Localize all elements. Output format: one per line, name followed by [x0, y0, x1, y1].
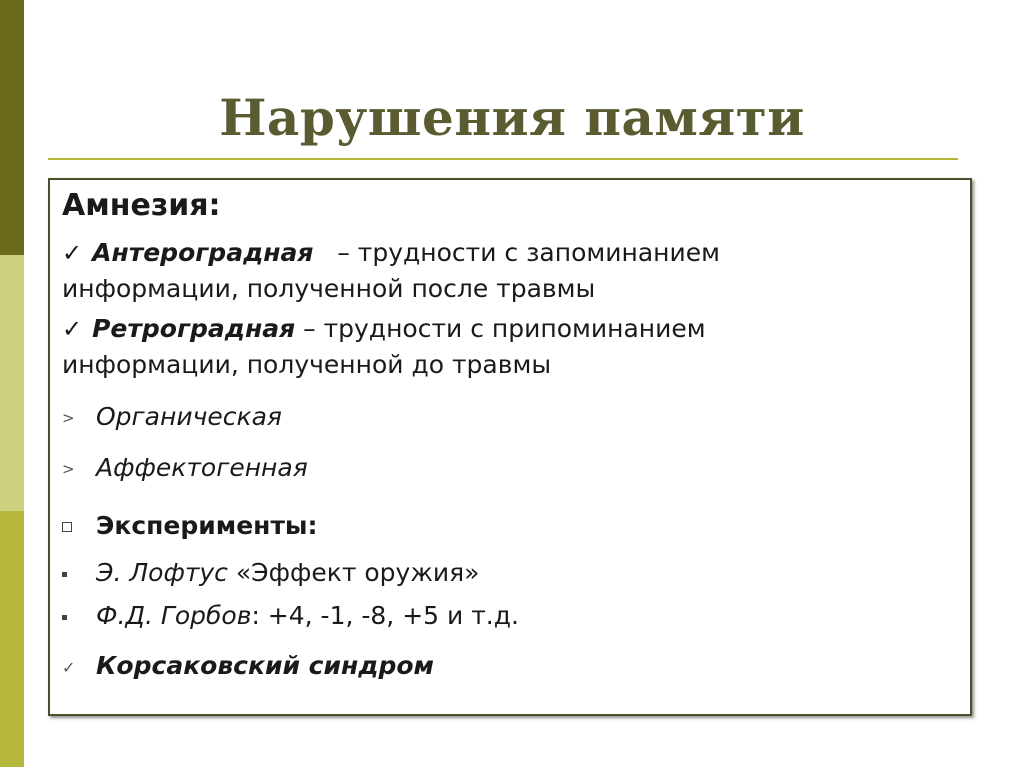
check-icon: ✓: [62, 315, 83, 343]
dot-bullet-icon: [62, 601, 96, 630]
korsakov-item: [62, 651, 434, 680]
slide-title: Нарушения памяти: [219, 88, 805, 147]
arrow-bullet-icon: >: [62, 409, 75, 427]
loftus-author: Э. Лофтус: [96, 558, 228, 587]
check-icon: ✓: [62, 657, 76, 677]
anterograde-term: Антероградная: [92, 238, 314, 267]
retrograde-definition: – трудности с припоминанием: [303, 314, 706, 343]
affectogenic-item: [62, 453, 308, 482]
retrograde-term: Ретроградная: [92, 314, 296, 343]
gorbov-sequence: : +4, -1, -8, +5 и т.д.: [251, 601, 519, 630]
gorbov-item: [62, 601, 519, 630]
dot-bullet-icon: [62, 558, 96, 587]
square-bullet-icon: [62, 511, 96, 540]
retrograde-item: [62, 314, 706, 343]
arrow-bullet-icon: >: [62, 460, 75, 478]
loftus-title: «Эффект оружия»: [235, 558, 480, 587]
left-stripe-bottom: [0, 511, 24, 767]
loftus-item: [62, 558, 479, 587]
anterograde-definition: – трудности с запоминанием: [337, 238, 720, 267]
anterograde-item: [62, 238, 720, 267]
title-divider: [48, 158, 958, 160]
amnesia-heading: Амнезия:: [62, 188, 221, 223]
gorbov-author: Ф.Д. Горбов: [96, 601, 252, 630]
korsakov-label: Корсаковский синдром: [96, 651, 434, 680]
check-icon: ✓: [62, 239, 83, 267]
organic-item: [62, 402, 282, 431]
anterograde-continuation: информации, полученной после травмы: [62, 274, 596, 303]
affectogenic-label: Аффектогенная: [96, 453, 308, 482]
experiments-heading: Эксперименты:: [96, 511, 318, 540]
retrograde-continuation: информации, полученной до травмы: [62, 350, 552, 379]
experiments-item: [62, 511, 318, 540]
left-stripe-middle: [0, 255, 24, 511]
organic-label: Органическая: [96, 402, 282, 431]
